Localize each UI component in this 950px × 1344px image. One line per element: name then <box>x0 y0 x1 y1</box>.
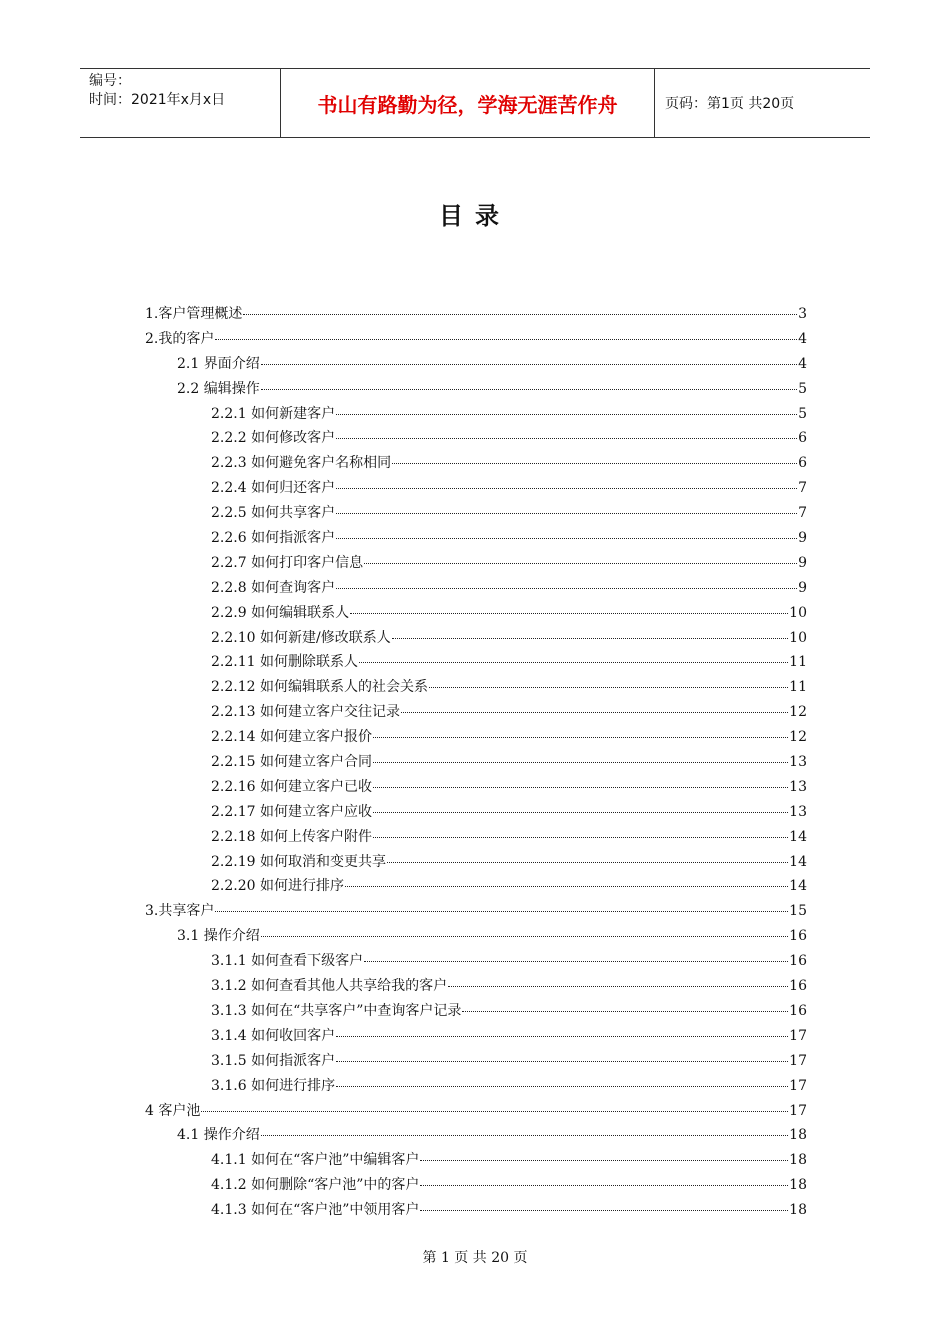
toc-entry[interactable] <box>145 1124 807 1149</box>
toc-entry-label: 2.2.18 如何上传客户附件 <box>211 828 372 845</box>
toc-entry-label: 2.2.15 如何建立客户合同 <box>211 754 372 771</box>
toc-dot-leader <box>336 414 797 415</box>
toc-entry-page: 17 <box>789 1102 807 1119</box>
toc-dot-leader <box>373 812 788 813</box>
toc-entry-page: 18 <box>789 1177 807 1194</box>
page-header <box>80 68 870 138</box>
toc-entry[interactable] <box>145 1000 807 1025</box>
toc-entry-page: 14 <box>789 828 807 845</box>
toc-entry[interactable] <box>145 1199 807 1224</box>
toc-entry[interactable] <box>145 477 807 502</box>
toc-entry-label: 2.2.14 如何建立客户报价 <box>211 729 372 746</box>
toc-entry-label: 3.1.2 如何查看其他人共享给我的客户 <box>211 978 448 995</box>
toc-entry-label: 2.2.8 如何查询客户 <box>211 579 336 596</box>
toc-entry[interactable] <box>145 801 807 826</box>
toc-entry-label: 2.2.1 如何新建客户 <box>211 405 336 422</box>
toc-dot-leader <box>401 712 788 713</box>
toc-dot-leader <box>215 339 797 340</box>
toc-entry-label: 4.1.1 如何在“客户池”中编辑客户 <box>211 1152 420 1169</box>
toc-entry[interactable] <box>145 851 807 876</box>
toc-entry-label: 2.2.10 如何新建/修改联系人 <box>211 629 391 646</box>
toc-entry-page: 15 <box>789 903 807 920</box>
toc-dot-leader <box>420 1210 788 1211</box>
toc-entry[interactable] <box>145 602 807 627</box>
toc-dot-leader <box>429 687 788 688</box>
toc-dot-leader <box>243 314 797 315</box>
toc-entry-page: 18 <box>789 1202 807 1219</box>
toc-dot-leader <box>261 364 797 365</box>
table-of-contents <box>145 303 807 1224</box>
toc-entry[interactable] <box>145 975 807 1000</box>
toc-dot-leader <box>336 1036 788 1037</box>
toc-dot-leader <box>420 1185 788 1186</box>
toc-dot-leader <box>420 1160 788 1161</box>
toc-entry[interactable] <box>145 378 807 403</box>
toc-entry-page: 5 <box>798 405 807 422</box>
toc-entry-label: 2.2.17 如何建立客户应收 <box>211 803 372 820</box>
toc-entry-page: 16 <box>789 928 807 945</box>
toc-entry-page: 11 <box>789 679 807 696</box>
toc-dot-leader <box>261 389 797 390</box>
toc-entry-label: 1.客户管理概述 <box>145 306 243 322</box>
toc-entry-page: 3 <box>798 306 807 322</box>
toc-entry-label: 2.2.3 如何避免客户名称相同 <box>211 455 392 472</box>
toc-entry-label: 4.1.3 如何在“客户池”中领用客户 <box>211 1202 420 1219</box>
toc-entry-page: 16 <box>789 978 807 995</box>
toc-entry-page: 17 <box>789 1052 807 1069</box>
toc-entry[interactable] <box>145 527 807 552</box>
toc-dot-leader <box>359 662 788 663</box>
toc-entry[interactable] <box>145 776 807 801</box>
toc-entry-page: 7 <box>798 480 807 497</box>
toc-entry-label: 2.2.13 如何建立客户交往记录 <box>211 704 400 721</box>
toc-entry[interactable] <box>145 676 807 701</box>
toc-dot-leader <box>448 986 788 987</box>
toc-entry-label: 2.2.16 如何建立客户已收 <box>211 778 372 795</box>
toc-entry[interactable] <box>145 452 807 477</box>
toc-entry-label: 3.共享客户 <box>145 903 215 920</box>
toc-entry[interactable] <box>145 1149 807 1174</box>
toc-entry[interactable] <box>145 427 807 452</box>
toc-entry-page: 4 <box>798 355 807 372</box>
toc-entry-page: 10 <box>789 604 807 621</box>
toc-entry-label: 2.我的客户 <box>145 330 215 347</box>
toc-entry-label: 4.1.2 如何删除“客户池”中的客户 <box>211 1177 420 1194</box>
toc-entry-label: 2.2.20 如何进行排序 <box>211 878 344 895</box>
page-footer: 第 1 页 共 20 页 <box>422 1250 528 1266</box>
document-time-label: 时间：2021年x月x日 <box>89 92 226 108</box>
toc-title: 目录 <box>439 202 511 230</box>
toc-entry-page: 14 <box>789 853 807 870</box>
toc-entry-label: 4 客户池 <box>145 1102 201 1119</box>
toc-dot-leader <box>350 613 788 614</box>
toc-entry-label: 3.1.5 如何指派客户 <box>211 1052 336 1069</box>
toc-entry-label: 4.1 操作介绍 <box>177 1127 260 1144</box>
toc-dot-leader <box>364 563 797 564</box>
toc-entry[interactable] <box>145 502 807 527</box>
toc-entry[interactable] <box>145 751 807 776</box>
toc-entry-page: 13 <box>789 754 807 771</box>
toc-entry-page: 17 <box>789 1077 807 1094</box>
toc-entry[interactable] <box>145 627 807 652</box>
toc-entry[interactable] <box>145 552 807 577</box>
toc-entry-label: 2.2.7 如何打印客户信息 <box>211 554 364 571</box>
toc-entry-page: 6 <box>798 430 807 447</box>
header-left-cell <box>80 69 281 137</box>
toc-dot-leader <box>336 1086 788 1087</box>
toc-entry-page: 16 <box>789 1002 807 1019</box>
header-page-info: 页码：第1页 共20页 <box>665 96 795 112</box>
toc-dot-leader <box>261 936 788 937</box>
toc-entry[interactable] <box>145 577 807 602</box>
toc-entry-page: 9 <box>798 554 807 571</box>
toc-dot-leader <box>392 638 788 639</box>
toc-entry[interactable] <box>145 900 807 925</box>
toc-dot-leader <box>373 762 788 763</box>
toc-entry[interactable] <box>145 701 807 726</box>
toc-entry-label: 2.2.4 如何归还客户 <box>211 480 336 497</box>
toc-entry[interactable] <box>145 875 807 900</box>
toc-entry-page: 16 <box>789 953 807 970</box>
toc-entry-label: 2.2.6 如何指派客户 <box>211 530 336 547</box>
toc-entry-page: 7 <box>798 505 807 522</box>
toc-dot-leader <box>336 438 797 439</box>
toc-dot-leader <box>392 463 797 464</box>
toc-entry[interactable] <box>145 1025 807 1050</box>
toc-entry[interactable] <box>145 353 807 378</box>
toc-entry-page: 6 <box>798 455 807 472</box>
toc-entry-page: 5 <box>798 380 807 397</box>
toc-entry[interactable] <box>145 1100 807 1125</box>
toc-entry-label: 2.2.11 如何删除联系人 <box>211 654 358 671</box>
toc-dot-leader <box>336 588 797 589</box>
toc-dot-leader <box>261 1135 788 1136</box>
toc-entry[interactable] <box>145 726 807 751</box>
toc-entry-page: 9 <box>798 579 807 596</box>
toc-entry[interactable] <box>145 925 807 950</box>
toc-dot-leader <box>462 1011 788 1012</box>
toc-entry-page: 18 <box>789 1152 807 1169</box>
toc-entry-page: 13 <box>789 778 807 795</box>
toc-entry-page: 13 <box>789 803 807 820</box>
document-number-label: 编号： <box>89 73 131 89</box>
toc-entry-label: 2.2.5 如何共享客户 <box>211 505 336 522</box>
toc-entry-label: 3.1 操作介绍 <box>177 928 260 945</box>
toc-entry-page: 9 <box>798 530 807 547</box>
toc-entry-label: 2.2.12 如何编辑联系人的社会关系 <box>211 679 428 696</box>
toc-entry-page: 12 <box>789 729 807 746</box>
toc-entry-label: 2.1 界面介绍 <box>177 355 260 372</box>
toc-dot-leader <box>201 1111 788 1112</box>
toc-dot-leader <box>373 737 788 738</box>
toc-dot-leader <box>336 1061 788 1062</box>
toc-entry-page: 18 <box>789 1127 807 1144</box>
toc-entry-page: 17 <box>789 1027 807 1044</box>
toc-dot-leader <box>215 911 788 912</box>
toc-entry-page: 10 <box>789 629 807 646</box>
toc-entry-label: 3.1.1 如何查看下级客户 <box>211 953 364 970</box>
toc-entry[interactable] <box>145 303 807 328</box>
toc-dot-leader <box>336 488 797 489</box>
toc-entry-label: 3.1.4 如何收回客户 <box>211 1027 336 1044</box>
toc-entry[interactable] <box>145 1050 807 1075</box>
toc-entry[interactable] <box>145 826 807 851</box>
toc-entry-label: 2.2.2 如何修改客户 <box>211 430 336 447</box>
toc-entry[interactable] <box>145 950 807 975</box>
toc-dot-leader <box>373 787 788 788</box>
toc-entry-label: 3.1.6 如何进行排序 <box>211 1077 336 1094</box>
toc-entry-page: 4 <box>798 330 807 347</box>
toc-dot-leader <box>364 961 788 962</box>
toc-dot-leader <box>336 538 797 539</box>
toc-entry[interactable] <box>145 1075 807 1100</box>
toc-entry-page: 11 <box>789 654 807 671</box>
toc-entry[interactable] <box>145 651 807 676</box>
toc-entry[interactable] <box>145 328 807 353</box>
toc-dot-leader <box>345 886 788 887</box>
toc-entry[interactable] <box>145 1174 807 1199</box>
toc-entry-page: 14 <box>789 878 807 895</box>
toc-entry-label: 2.2 编辑操作 <box>177 380 260 397</box>
toc-entry-label: 2.2.9 如何编辑联系人 <box>211 604 350 621</box>
toc-entry-label: 2.2.19 如何取消和变更共享 <box>211 853 386 870</box>
toc-entry[interactable] <box>145 403 807 428</box>
toc-entry-page: 12 <box>789 704 807 721</box>
toc-dot-leader <box>336 513 797 514</box>
header-motto: 书山有路勤为径，学海无涯苦作舟 <box>281 69 655 137</box>
toc-dot-leader <box>373 837 788 838</box>
toc-dot-leader <box>387 862 788 863</box>
toc-entry-label: 3.1.3 如何在“共享客户”中查询客户记录 <box>211 1002 462 1019</box>
